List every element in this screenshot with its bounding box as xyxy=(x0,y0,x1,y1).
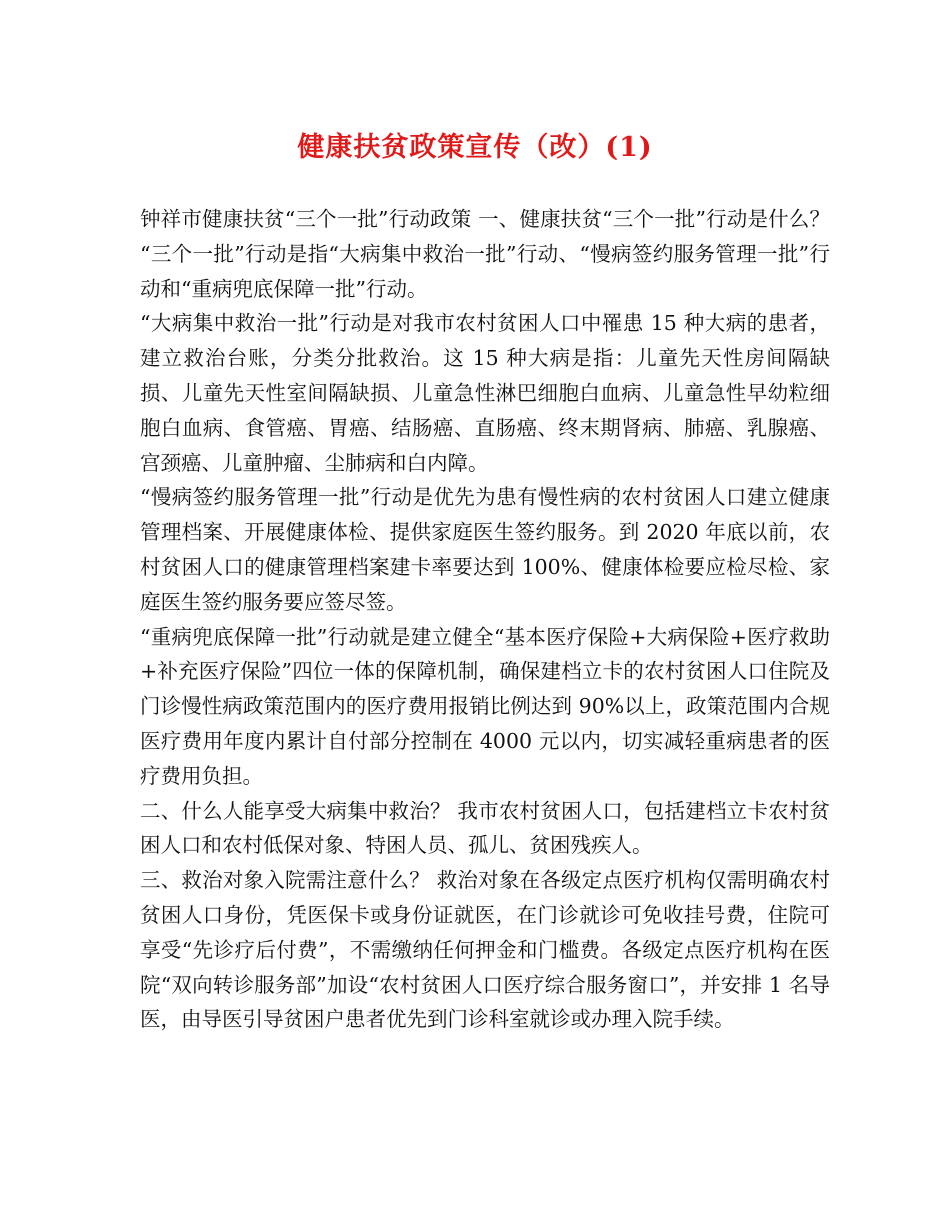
paragraph-eligibility: 二、什么人能享受大病集中救治？ 我市农村贫困人口，包括建档立卡农村贫困人口和农村低保对象、特困人员、孤儿、贫困残疾人。 xyxy=(140,798,830,858)
paragraph-major-illness: “大病集中救治一批”行动是对我市农村贫困人口中罹患 15 种大病的患者，建立救治台账，分类分批救治。这 15 种大病是指：儿童先天性房间隔缺损、儿童先天性室间隔缺损、儿童急性淋巴细胞白血病、儿童急性早幼粒细胞白血病、食管癌、胃癌、结肠癌、直肠癌、终末期肾病、肺癌、乳腺癌、宫颈癌、儿童肿瘤、尘肺病和白内障。 xyxy=(140,311,830,475)
paragraph-serious-illness-guarantee: “重病兜底保障一批”行动就是建立健全“基本医疗保险+大病保险+医疗救助+补充医疗保险”四位一体的保障机制，确保建档立卡的农村贫困人口住院及门诊慢性病政策范围内的医疗费用报销比例达到 90%以上，政策范围内合规医疗费用年度内累计自付部分控制在 4000 元以内，切实减轻重病患者的医疗费用负担。 xyxy=(140,624,830,788)
document-body xyxy=(140,202,830,1037)
paragraph-intro: 钟祥市健康扶贫“三个一批”行动政策 一、健康扶贫“三个一批”行动是什么？ “三个一批”行动是指“大病集中救治一批”行动、“慢病签约服务管理一批”行动和“重病兜底保障一批”行动。 xyxy=(140,207,830,301)
paragraph-admission-notes: 三、救治对象入院需注意什么？ 救治对象在各级定点医疗机构仅需明确农村贫困人口身份，凭医保卡或身份证就医，在门诊就诊可免收挂号费，住院可享受“先诊疗后付费”，不需缴纳任何押金和门槛费。各级定点医疗机构在医院“双向转诊服务部”加设“农村贫困人口医疗综合服务窗口”，并安排 1 名导医，由导医引导贫困户患者优先到门诊科室就诊或办理入院手续。 xyxy=(140,868,830,1032)
paragraph-chronic-disease: “慢病签约服务管理一批”行动是优先为患有慢性病的农村贫困人口建立健康管理档案、开展健康体检、提供家庭医生签约服务。到 2020 年底以前，农村贫困人口的健康管理档案建卡率要达到 100%、健康体检要应检尽检、家庭医生签约服务要应签尽签。 xyxy=(140,485,830,614)
document-title: 健康扶贫政策宣传（改）(1) xyxy=(297,132,653,163)
